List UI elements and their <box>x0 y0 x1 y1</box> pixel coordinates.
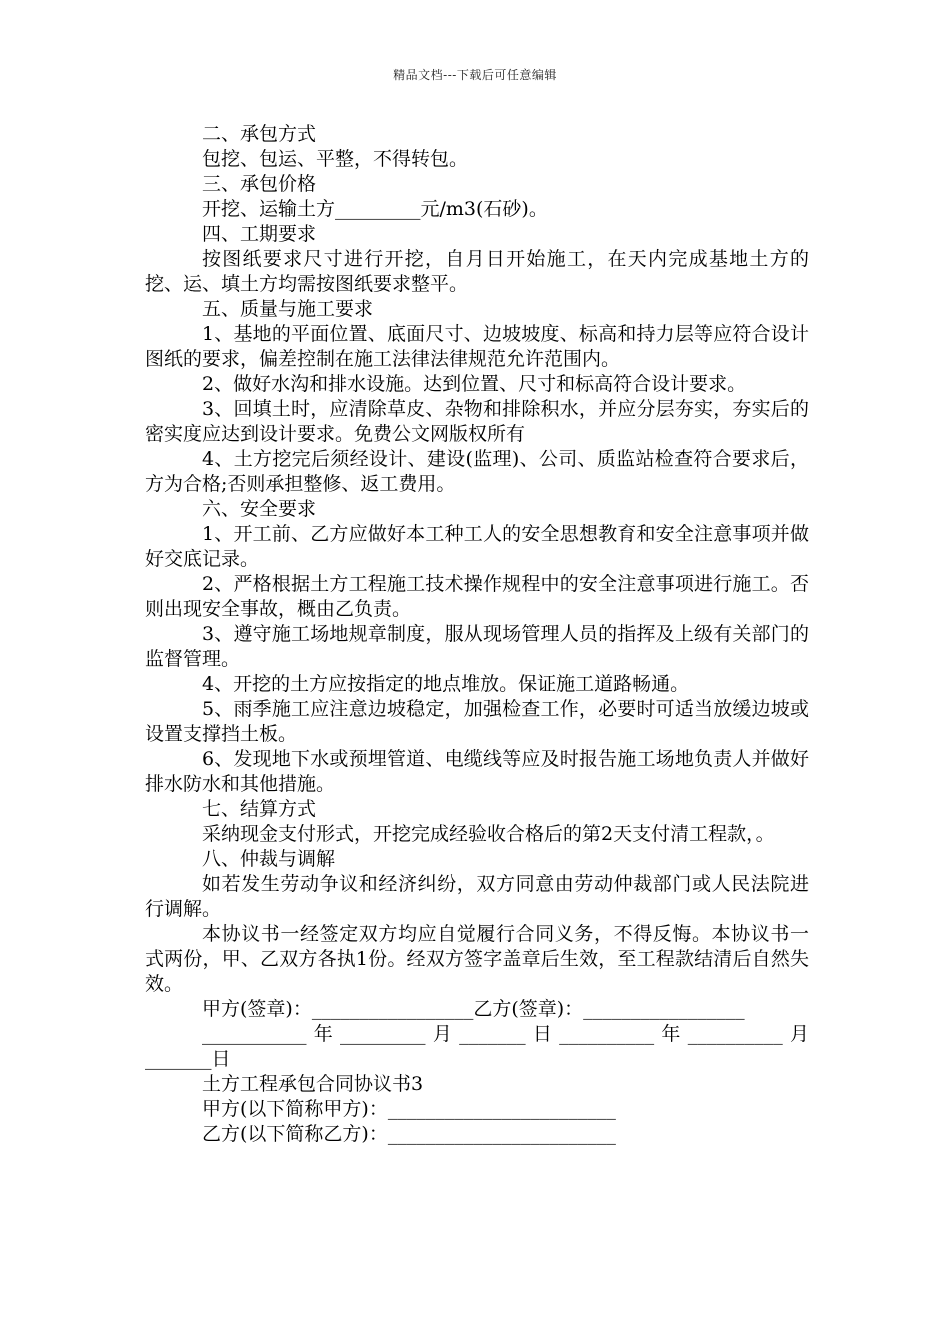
list-item: 3、遵守施工场地规章制度，服从现场管理人员的指挥及上级有关部门的监督管理。 <box>145 623 809 670</box>
list-item: 5、雨季施工应注意边坡稳定，加强检查工作，必要时可适当放缓边坡或设置支撑挡土板。 <box>145 698 809 745</box>
paragraph: 按图纸要求尺寸进行开挖，自月日开始施工，在天内完成基地土方的挖、运、填土方均需按图纸要求整平。 <box>145 248 809 295</box>
paragraph: 本协议书一经签定双方均应自觉履行合同义务，不得反悔。本协议书一式两份，甲、乙双方各执1份。经双方签字盖章后生效，至工程款结清后自然失效。 <box>145 923 809 995</box>
list-item: 4、开挖的土方应按指定的地点堆放。保证施工道路畅通。 <box>202 673 690 695</box>
party-b-line: 乙方(以下简称乙方)：________________________ <box>202 1123 616 1145</box>
signature-line: 甲方(签章)：_________________乙方(签章)：_________________ <box>202 998 745 1020</box>
party-a-line: 甲方(以下简称甲方)：________________________ <box>202 1098 616 1120</box>
list-item: 1、基地的平面位置、底面尺寸、边坡坡度、标高和持力层等应符合设计图纸的要求，偏差控制在施工法律法律规范允许范围内。 <box>145 323 809 370</box>
paragraph: 包挖、包运、平整，不得转包。 <box>202 148 469 170</box>
paragraph: 采纳现金支付形式，开挖完成经验收合格后的第2天支付清工程款，。 <box>202 823 775 845</box>
paragraph: 开挖、运输土方_________元/m3(石砂)。 <box>202 198 548 220</box>
list-item: 6、发现地下水或预埋管道、电缆线等应及时报告施工场地负责人并做好排水防水和其他措施。 <box>145 748 809 795</box>
list-item: 2、严格根据土方工程施工技术操作规程中的安全注意事项进行施工。否则出现安全事故，概由乙负责。 <box>145 573 809 620</box>
document-body <box>145 122 809 1147</box>
heading-safety: 六、安全要求 <box>202 498 317 520</box>
paragraph: 如若发生劳动争议和经济纠纷，双方同意由劳动仲裁部门或人民法院进行调解。 <box>145 873 809 920</box>
list-item: 4、土方挖完后须经设计、建设(监理)、公司、质监站检查符合要求后，方为合格;否则承担整修、返工费用。 <box>145 448 809 495</box>
page-header: 精品文档---下载后可任意编辑 <box>393 68 557 82</box>
date-line: ___________年_________月_______日__________年__________月_______日 <box>145 1023 809 1070</box>
heading-schedule: 四、工期要求 <box>202 223 317 245</box>
heading-settlement: 七、结算方式 <box>202 798 317 820</box>
heading-arbitration: 八、仲裁与调解 <box>202 848 336 870</box>
heading-quality: 五、质量与施工要求 <box>202 298 374 320</box>
heading-contract-price: 三、承包价格 <box>202 173 317 195</box>
section-title: 土方工程承包合同协议书3 <box>202 1073 424 1095</box>
list-item: 1、开工前、乙方应做好本工种工人的安全思想教育和安全注意事项并做好交底记录。 <box>145 523 809 570</box>
list-item: 2、做好水沟和排水设施。达到位置、尺寸和标高符合设计要求。 <box>202 373 747 395</box>
heading-contract-method: 二、承包方式 <box>202 123 317 145</box>
list-item: 3、回填土时，应清除草皮、杂物和排除积水，并应分层夯实，夯实后的密实度应达到设计要求。免费公文网版权所有 <box>145 398 809 445</box>
